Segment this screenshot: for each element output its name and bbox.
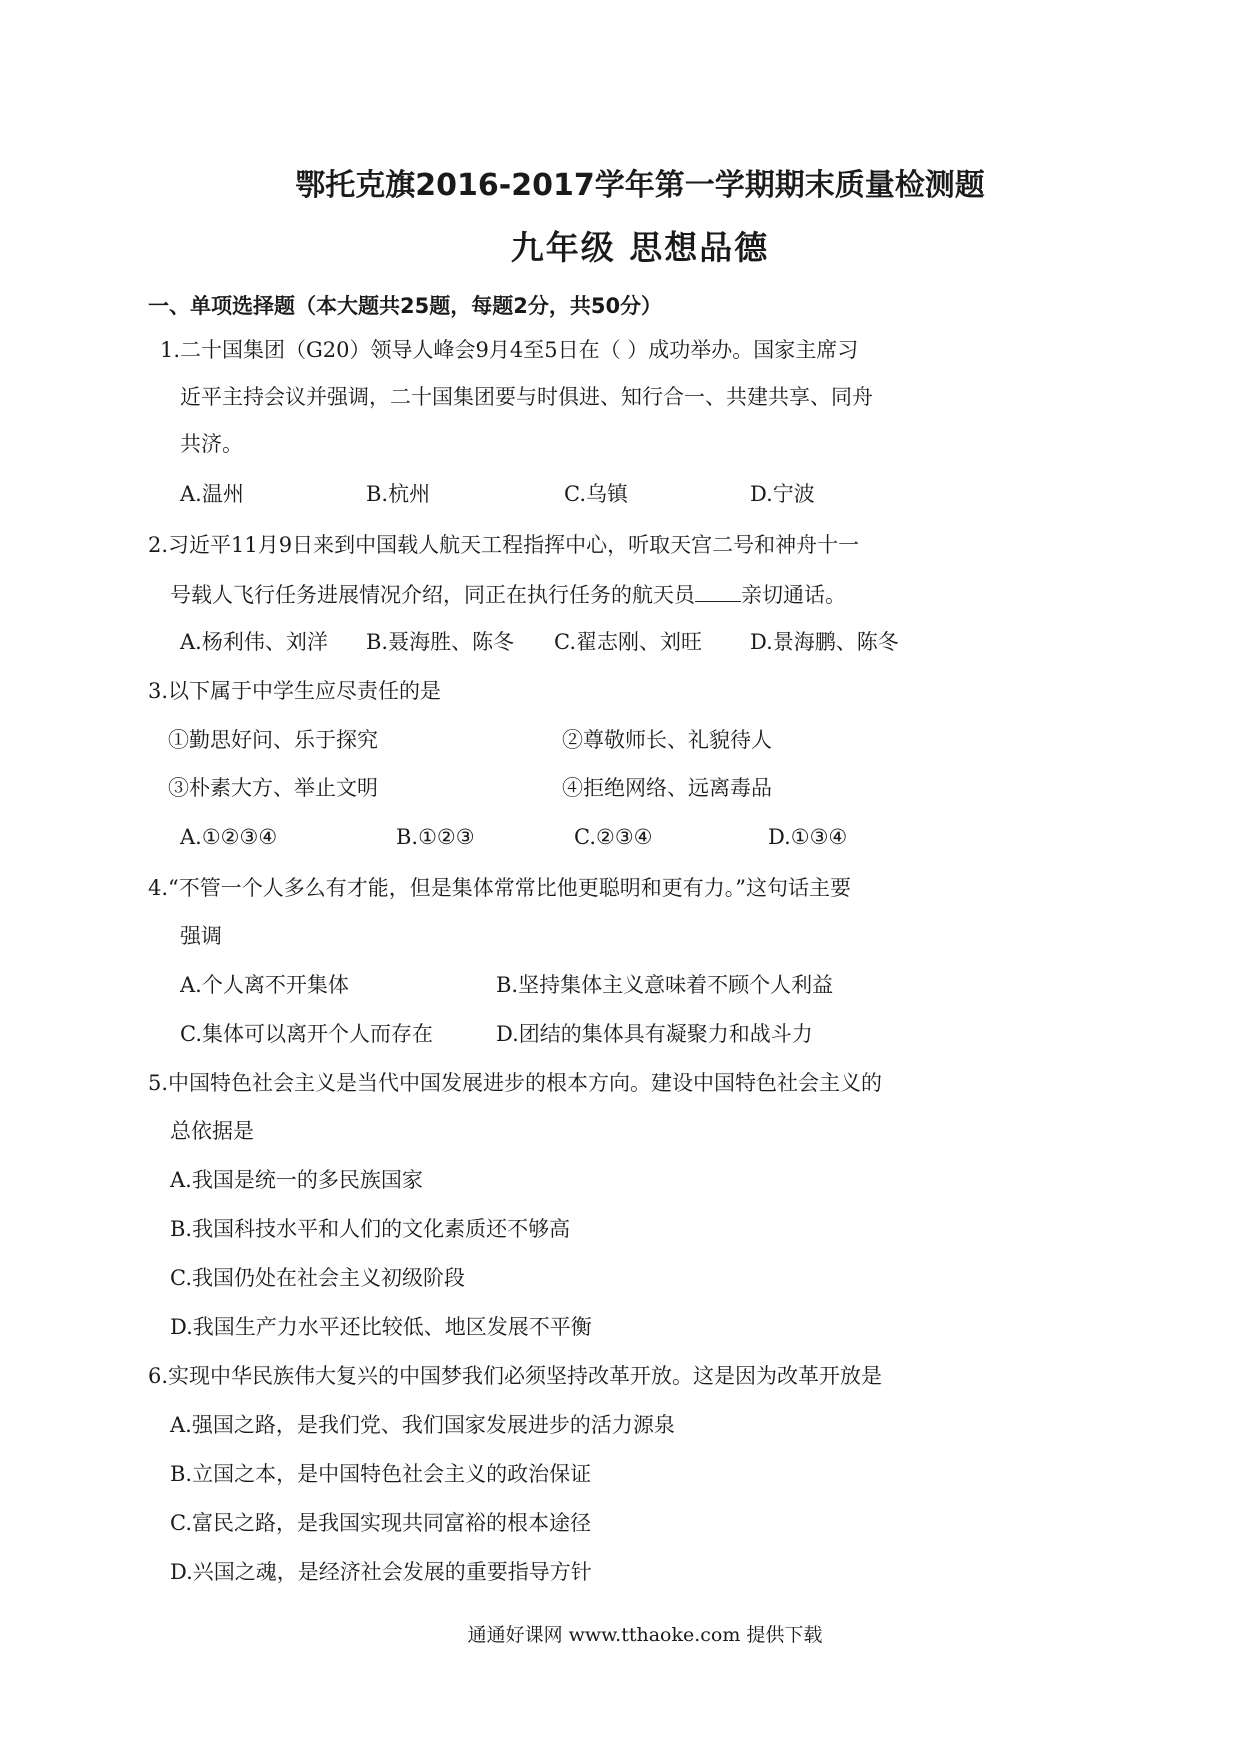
question-1-option-b: B.杭州 xyxy=(366,482,431,506)
question-5-option-d: D.我国生产力水平还比较低、地区发展不平衡 xyxy=(170,1315,592,1339)
question-5-option-c: C.我国仍处在社会主义初级阶段 xyxy=(170,1266,465,1290)
question-4-option-a: A.个人离不开集体 xyxy=(180,973,349,997)
section-heading: 一、单项选择题（本大题共25题，每题2分，共50分） xyxy=(148,294,663,318)
question-3-statement-1: ①勤思好问、乐于探究 xyxy=(168,728,378,752)
question-2-option-b: B.聂海胜、陈冬 xyxy=(366,630,515,654)
question-3-statement-3: ③朴素大方、举止文明 xyxy=(168,776,378,800)
question-3-option-c: C.②③④ xyxy=(574,825,653,849)
exam-subtitle: 九年级 思想品德 xyxy=(510,228,770,267)
question-1-option-c: C.乌镇 xyxy=(564,482,628,506)
question-1-line-3: 共济。 xyxy=(180,432,243,456)
question-5-option-b: B.我国科技水平和人们的文化素质还不够高 xyxy=(170,1217,571,1241)
question-2-option-d: D.景海鹏、陈冬 xyxy=(750,630,899,654)
question-2-line-1: 2.习近平11月9日来到中国载人航天工程指挥中心，听取天宫二号和神舟十一 xyxy=(148,533,860,557)
question-3-option-b: B.①②③ xyxy=(396,825,475,849)
question-6-option-a: A.强国之路，是我们党、我们国家发展进步的活力源泉 xyxy=(170,1413,675,1437)
page-footer: 通通好课网 www.tthaoke.com 提供下载 xyxy=(467,1624,823,1646)
question-5-line-2: 总依据是 xyxy=(170,1119,254,1143)
question-6-option-d: D.兴国之魂，是经济社会发展的重要指导方针 xyxy=(170,1560,592,1584)
question-3-line-1: 3.以下属于中学生应尽责任的是 xyxy=(148,679,442,703)
question-2-line-2 xyxy=(170,583,846,606)
question-1-line-2: 近平主持会议并强调，二十国集团要与时俱进、知行合一、共建共享、同舟 xyxy=(180,385,873,409)
question-4-option-c: C.集体可以离开个人而存在 xyxy=(180,1022,433,1046)
question-2-line-2-text: 号载人飞行任务进展情况介绍，同正在执行任务的航天员 xyxy=(170,583,695,607)
question-6-option-b: B.立国之本，是中国特色社会主义的政治保证 xyxy=(170,1462,592,1486)
answer-blank xyxy=(695,583,741,602)
question-6-line-1: 6.实现中华民族伟大复兴的中国梦我们必须坚持改革开放。这是因为改革开放是 xyxy=(148,1364,883,1388)
question-1-line-1: 1.二十国集团（G20）领导人峰会9月4至5日在（ ）成功举办。国家主席习 xyxy=(160,338,859,362)
question-1-option-a: A.温州 xyxy=(180,482,244,506)
question-4-option-b: B.坚持集体主义意味着不顾个人利益 xyxy=(496,973,834,997)
question-2-line-3-text: 亲切通话。 xyxy=(741,583,846,607)
question-2-option-a: A.杨利伟、刘洋 xyxy=(180,630,328,654)
question-4-line-2: 强调 xyxy=(180,924,222,948)
question-5-option-a: A.我国是统一的多民族国家 xyxy=(170,1168,423,1192)
question-4-option-d: D.团结的集体具有凝聚力和战斗力 xyxy=(496,1022,813,1046)
question-4-line-1: 4.“不管一个人多么有才能，但是集体常常比他更聪明和更有力。”这句话主要 xyxy=(148,876,852,900)
question-3-statement-2: ②尊敬师长、礼貌待人 xyxy=(562,728,772,752)
exam-title: 鄂托克旗2016-2017学年第一学期期末质量检测题 xyxy=(295,168,985,203)
question-2-option-c: C.翟志刚、刘旺 xyxy=(554,630,702,654)
question-3-option-d: D.①③④ xyxy=(768,825,848,849)
question-3-option-a: A.①②③④ xyxy=(180,825,278,849)
question-5-line-1: 5.中国特色社会主义是当代中国发展进步的根本方向。建设中国特色社会主义的 xyxy=(148,1071,883,1095)
question-1-option-d: D.宁波 xyxy=(750,482,815,506)
question-6-option-c: C.富民之路，是我国实现共同富裕的根本途径 xyxy=(170,1511,591,1535)
question-3-statement-4: ④拒绝网络、远离毒品 xyxy=(562,776,772,800)
